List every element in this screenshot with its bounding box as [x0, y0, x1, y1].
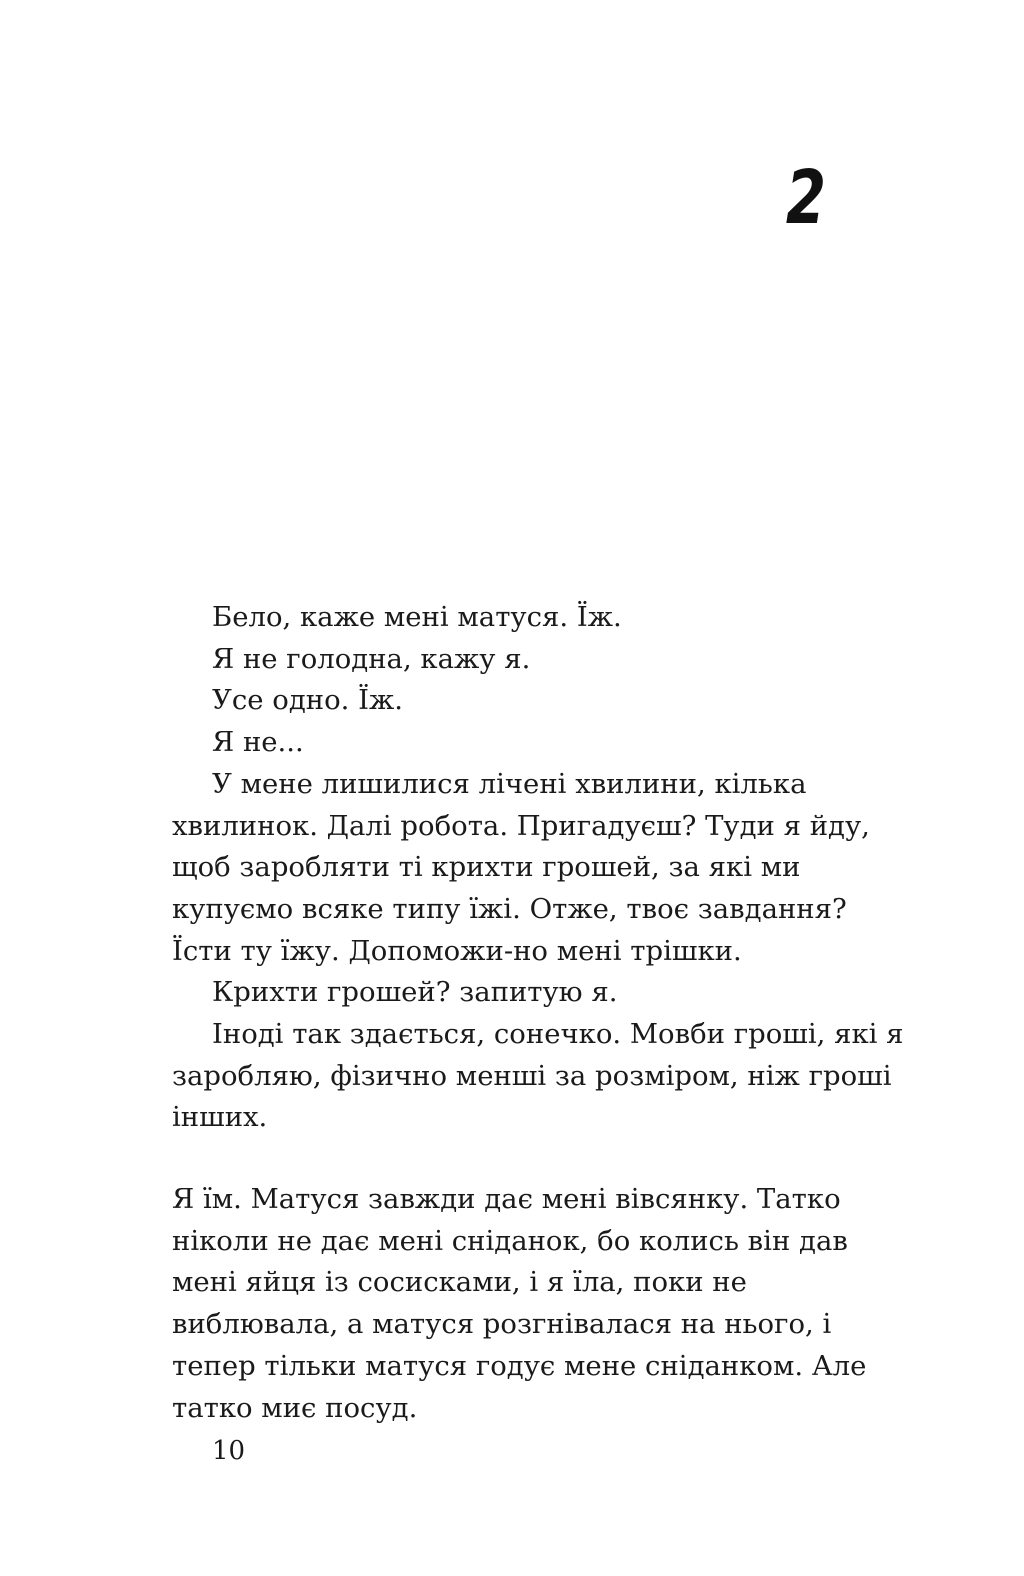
paragraph: Іноді так здається, сонечко. Мовби гроші, які я заробляю, фізично менші за розміром, ніж гроші інших. — [172, 1018, 904, 1134]
chapter-number: 2 — [785, 155, 824, 241]
paragraph: У мене лишилися лічені хвилини, кілька хвилинок. Далі робота. Пригадуєш? Туди я йду, щоб заробляти ті крихти грошей, за які ми купуємо всяке типу їжі. Отже, твоє завдання? Їсти ту їжу. Допоможи-но мені трішки. — [172, 767, 870, 967]
paragraph: Усе одно. Їж. — [212, 684, 404, 717]
dialogue-block — [172, 597, 908, 1139]
paragraph: Бело, каже мені матуся. Їж. — [212, 601, 622, 633]
paragraph: Я їм. Матуся завжди дає мені вівсянку. Татко ніколи не дає мені сніданок, бо колись він дав мені яйця із сосисками, і я їла, поки не виблювала, а матуся розгнівалася на нього, і тепер тільки матуся годує мене сніданком. Але татко миє посуд. — [172, 1183, 867, 1424]
paragraph: Я не... — [212, 726, 304, 759]
page-number: 10 — [212, 1436, 246, 1466]
paragraph: Крихти грошей? запитую я. — [212, 976, 618, 1009]
narrative-block — [172, 1179, 908, 1429]
paragraph: Я не голодна, кажу я. — [212, 642, 531, 675]
